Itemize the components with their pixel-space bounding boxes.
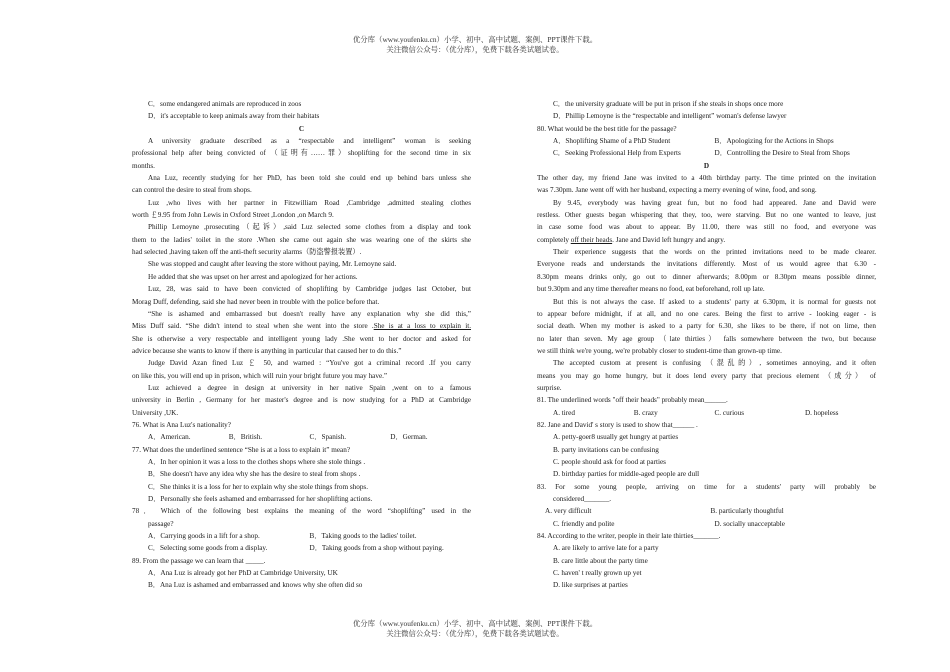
option-d: D. hopeless <box>804 408 839 417</box>
passage-line: we still think we're young, we're probably closer to student-time than grown-up time. <box>537 346 782 355</box>
question-80-options <box>537 135 876 147</box>
passage-line: A university graduate described as a “respectable and intelligent” woman is seeking <box>148 137 471 146</box>
option-b: B. party invitations can be confusing <box>553 445 659 454</box>
passage-line: She was stopped and caught after leaving the store without paying, Mr. Lemoyne said. <box>148 260 397 269</box>
question-84: 84. According to the writer, people in their late thirties_______. <box>537 532 721 541</box>
question-76: 76. What is Ana Luz's nationality? <box>132 420 231 429</box>
passage-line: no later than seven. My age group （late thirties） falls somewhere between the two, but because <box>537 334 876 343</box>
option-d: D．it's acceptable to keep animals away from their habitats <box>148 112 320 121</box>
question-83-cont: considered_______. <box>553 495 612 503</box>
passage-line: was 7.30pm. Jane went off with her husband, expecting a merry evening of wine, food, and song. <box>537 186 817 195</box>
question-78-options <box>132 542 471 554</box>
passage-text: completely <box>537 235 571 244</box>
passage-line: Their experience suggests that the words on the printed invitations need to be made clearer. <box>553 248 876 257</box>
question-89: 89. From the passage we can learn that _____. <box>132 556 266 565</box>
passage-line: Ana Luz, recently studying for her PhD, has been told she could end up behind bars unless she <box>148 174 471 183</box>
passage-text: . Jane and David left hungry and angry. <box>612 235 726 244</box>
header-line-2: 关注微信公众号：（优分库），免费下载各类试题试卷。 <box>386 45 564 54</box>
option-c: C．the university graduate will be put in prison if she steals in shops once more <box>553 100 784 108</box>
passage-line: “She is ashamed and embarrassed but doesn't really have any explanation why she did this,” <box>148 309 471 318</box>
header-line-1: 优分库（www.youfenku.cn）小学、初中、高中试题、案例、PPT课件下载。 <box>352 35 598 44</box>
option-d: D. socially unacceptable <box>714 519 785 528</box>
option-a: A. tired <box>553 408 575 417</box>
passage-line: She is otherwise a very respectable and intelligent young lady .She went to her doctor and asked for <box>132 334 471 343</box>
page-header <box>0 35 950 55</box>
passage-line: to appear before midnight, if at all, and no one cares. Being the first to arrive - looking eager - is <box>537 309 876 318</box>
option-b: B．Taking goods to the ladies' toilet. <box>309 532 417 541</box>
passage-line: surprise. <box>537 383 562 392</box>
passage-line: 8.30pm means drinks only, go out to dinner afterwards; 8.00pm or 8.30pm means possible dinner, <box>537 272 876 281</box>
passage-line: professional help after being convicted of （证明有……罪）shoplifting for the second time in six <box>132 149 471 158</box>
passage-line: Phillip Lemoyne ,prosecuting（起诉）,said Luz selected some clothes from a display and took <box>148 223 471 232</box>
passage-line: The accepted custom at present is confusing （混乱的）, sometimes annoying, and it often <box>553 359 876 368</box>
passage-line: social death. When my mother is asked to a party for 6.30, she likes to be there, if not on lime, then <box>537 322 876 331</box>
question-81: 81. The underlined words "off their heads" probably mean______. <box>537 396 728 405</box>
passage-line: Everyone reads and understands the invitations differently. Most of us would agree that 6.30 - <box>537 260 876 269</box>
option-c: C．Selecting some goods from a display. <box>148 544 268 553</box>
section-heading-d: D <box>703 161 710 170</box>
question-83: 83. For some young people, arriving on time for a students' party will probably be <box>537 482 876 491</box>
option-d: D．Personally she feels ashamed and embarrassed for her shoplifting actions. <box>148 495 373 503</box>
option-c: C．Spanish. <box>309 433 347 442</box>
question-80-options <box>537 147 876 159</box>
underlined-sentence: She is at a loss to explain it. <box>373 322 471 331</box>
option-d: D. like surprises at parties <box>553 581 628 590</box>
question-83-options <box>537 505 876 517</box>
passage-line: worth ￡9.95 from John Lewis in Oxford Street ,London ,on March 9. <box>132 211 334 220</box>
passage-line <box>132 320 471 332</box>
question-77: 77. What does the underlined sentence “She is at a loss to explain it” mean? <box>132 445 351 454</box>
option-c: C．Seeking Professional Help from Experts <box>553 149 681 158</box>
left-column <box>132 98 471 592</box>
question-76-options <box>132 431 471 443</box>
question-82: 82. Jane and David' s story is used to show that______ . <box>537 420 698 429</box>
section-heading-c: C <box>298 124 305 133</box>
passage-text: Miss Duff said. “She didn't intend to steal when she went into the store . <box>132 322 374 331</box>
question-78: 78． Which of the following best explains the meaning of the word “shoplifting” used in the <box>132 507 471 516</box>
passage-line: on like this, you will end up in prison, which will ruin your bright future you may have.” <box>132 371 388 380</box>
underlined-phrase: off their heads <box>570 235 613 244</box>
option-d: D. birthday parties for middle-aged people are dull <box>553 470 700 479</box>
option-a: A．Carrying goods in a lift for a shop. <box>148 532 260 541</box>
option-c: C. people should ask for food at parties <box>553 457 666 466</box>
option-a: A．American. <box>148 433 191 442</box>
option-a: A．Shoplifting Shame of a PhD Student <box>553 137 671 146</box>
option-b: B．She doesn't have any idea why she has the desire to steal from shops . <box>148 470 361 479</box>
option-b: B．British. <box>228 433 263 442</box>
option-b: B．Ana Luz is ashamed and embarrassed and knows why she often did so <box>148 581 363 590</box>
passage-line: advice because she wants to know if there is anything in particular that caused her to do this.” <box>132 346 402 355</box>
passage-line: Judge David Azan fined Luz ￡ 50, and warned : “You've got a criminal record .If you carry <box>148 359 471 368</box>
passage-line: The other day, my friend Jane was invited to a 40th birthday party. The time printed on the invitation <box>537 174 876 183</box>
passage-line: university in Berlin , Germany for her master's degree and is now studying for a PhD at Cambridge <box>132 396 471 405</box>
question-78-options <box>132 530 471 542</box>
question-78-cont: passage? <box>148 519 174 528</box>
option-b: B. particularly thoughtful <box>710 507 784 516</box>
right-column <box>537 98 876 592</box>
option-b: B. care little about the party time <box>553 556 648 565</box>
question-80: 80. What would be the best title for the passage? <box>537 124 677 133</box>
footer-line-2: 关注微信公众号：（优分库），免费下载各类试题试卷。 <box>386 629 564 638</box>
passage-line: But this is not always the case. If asked to a students' party at 6.30pm, it is normal for guests not <box>553 297 876 306</box>
option-a: A. are likely to arrive late for a party <box>553 544 659 553</box>
option-b: B. crazy <box>633 408 658 417</box>
passage-line: months. <box>132 161 155 170</box>
question-81-options <box>537 407 876 419</box>
passage-line: in case some food was about to appear. By 11.00, there was still no food, and everyone was <box>537 223 876 232</box>
option-d: D．German. <box>390 433 428 442</box>
option-c: C．some endangered animals are reproduced in zoos <box>148 100 302 108</box>
option-a: A. petty-goer8 usually get hungry at parties <box>553 433 679 442</box>
option-a: A. very difficult <box>545 507 592 516</box>
passage-line: but 9.30pm and any time thereafter means no food, eat beforehand, roll up late. <box>537 285 765 294</box>
option-b: B．Apologizing for the Actions in Shops <box>714 137 834 146</box>
option-c: C．She thinks it is a loss for her to explain why she stole things from shops. <box>148 482 369 491</box>
question-83-options <box>537 518 876 530</box>
passage-line: He added that she was upset on her arrest and apologized for her actions. <box>148 272 358 281</box>
passage-line <box>537 234 876 246</box>
option-d: D．Taking goods from a shop without paying. <box>309 544 444 553</box>
passage-line: Luz, 28, was said to have been convicted of shoplifting by Cambridge judges last October, but <box>148 285 471 294</box>
passage-line: Morag Duff, defending, said she had never been in trouble with the police before that. <box>132 297 380 306</box>
option-d: D．Controlling the Desire to Steal from Shops <box>714 149 850 158</box>
page-footer <box>0 619 950 639</box>
passage-line: Luz ,who lives with her partner in Fitzwilliam Road ,Cambridge ,admitted stealing clothes <box>148 198 471 207</box>
passage-line: restless. Other guests began whispering that they, too, were starving. But no one wanted to leave, just <box>537 211 876 220</box>
passage-line: can control the desire to steal from shops. <box>132 186 252 195</box>
option-c: C. haven' t really grown up yet <box>553 569 642 578</box>
option-c: C. curious <box>714 408 745 417</box>
passage-line: By 9.45, everybody was having great fun, but no food had appeared. Jane and David were <box>553 198 876 207</box>
passage-line: them to the ladies' toilet in the store .When she came out again she was wearing one of the skirts she <box>132 235 471 244</box>
passage-line: University ,UK. <box>132 408 179 417</box>
option-a: A．In her opinion it was a loss to the clothes shops where she stole things . <box>148 457 366 466</box>
footer-line-1: 优分库（www.youfenku.cn）小学、初中、高中试题、案例、PPT课件下载。 <box>352 619 598 628</box>
passage-line: means you may go home hungry, but it does lend every party that precious element （成分） of <box>537 371 876 380</box>
option-c: C. friendly and polite <box>553 519 615 528</box>
passage-line: Luz achieved a degree in design at university in her native Spain ,went on to a famous <box>148 383 471 392</box>
option-a: A．Ana Luz is already got her PhD at Cambridge University, UK <box>148 569 338 578</box>
passage-line: had selected ,having taken off the anti-theft security alarms（防盗警报装置）. <box>132 248 362 257</box>
option-d: D．Phillip Lemoyne is the “respectable and intelligent” woman's defense lawyer <box>553 112 787 121</box>
